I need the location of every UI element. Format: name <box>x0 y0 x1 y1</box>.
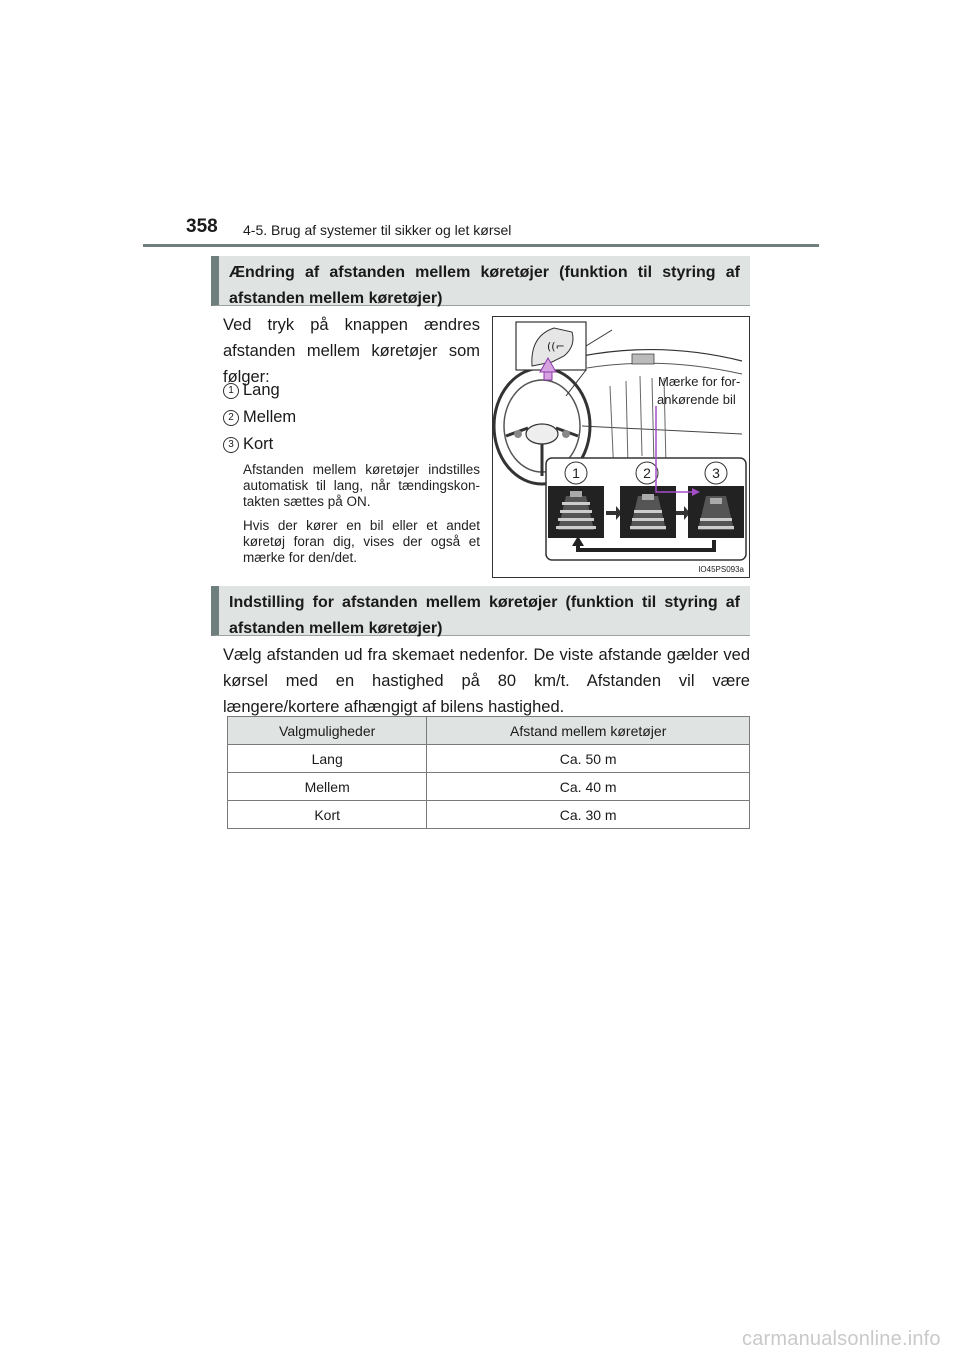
item-number-3: 3 <box>223 437 239 453</box>
item-label-long: Lang <box>243 381 280 399</box>
distance-cell: Ca. 50 m <box>427 745 750 773</box>
section-heading-change-distance: Ændring af afstanden mellem køretøjer (funktion til styring af afstanden mellem køretøjer) <box>211 256 750 306</box>
distance-paragraph: Vælg afstanden ud fra skemaet nedenfor. De viste afstande gælder ved kørsel med en hastighed på 80 km/t. Afstanden vil være længere/kortere afhængigt af bilens hastighed. <box>223 646 750 716</box>
item-number-2: 2 <box>223 410 239 426</box>
table-row <box>228 801 750 829</box>
distance-options-table <box>227 716 750 829</box>
table-row <box>228 745 750 773</box>
option-cell: Lang <box>228 745 427 773</box>
svg-text:((⌐: ((⌐ <box>547 340 565 353</box>
distance-setting-illustration <box>492 316 750 578</box>
distance-cell: Ca. 40 m <box>427 773 750 801</box>
section-heading-distance-setting: Indstilling for afstanden mellem køretøjer (funktion til styring af afstanden mellem køretøjer) <box>211 586 750 636</box>
option-cell: Kort <box>228 801 427 829</box>
item-label-medium: Mellem <box>243 408 297 426</box>
step-1-label: 1 <box>572 465 580 481</box>
display-medium <box>620 486 676 538</box>
header-options: Valgmuligheder <box>228 717 427 745</box>
item-number-1: 1 <box>223 383 239 399</box>
page-number: 358 <box>186 216 218 237</box>
header-distance: Afstand mellem køretøjer <box>427 717 750 745</box>
step-2-label: 2 <box>643 465 651 481</box>
chapter-title: 4-5. Brug af systemer til sikker og let kørsel <box>243 222 512 238</box>
table-header-row <box>228 717 750 745</box>
callout-line-2: ankørende bil <box>657 392 736 407</box>
distance-cell: Ca. 30 m <box>427 801 750 829</box>
option-cell: Mellem <box>228 773 427 801</box>
intro-text: Ved tryk på knappen ændres afstanden mellem køretøjer som følger: <box>223 316 480 386</box>
watermark: carmanualsonline.info <box>742 1328 941 1350</box>
figure-code: IO45PS093a <box>698 565 744 574</box>
header-rule <box>143 244 819 247</box>
note-vehicle-mark: Hvis der kører en bil eller et andet køretøj foran dig, vises der også et mærke for den/det. <box>243 518 480 565</box>
table-row <box>228 773 750 801</box>
display-long <box>548 486 604 538</box>
step-3-label: 3 <box>712 465 720 481</box>
item-label-short: Kort <box>243 435 274 453</box>
note-auto-long: Afstanden mellem køretøjer indstilles automatisk til lang, når tændingskon-takten sættes på ON. <box>243 462 480 509</box>
callout-line-1: Mærke for for- <box>658 374 741 389</box>
